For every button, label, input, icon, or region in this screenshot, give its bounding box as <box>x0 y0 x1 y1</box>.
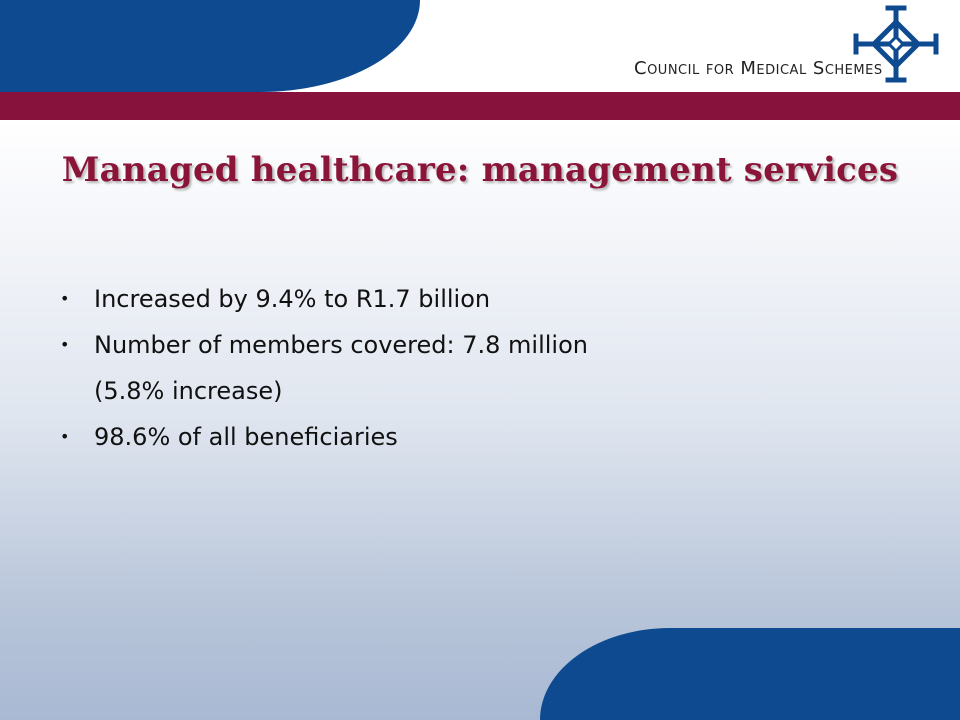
bullet-continuation <box>60 374 880 420</box>
bullet-text: Increased by 9.4% to R1.7 billion <box>94 285 491 313</box>
bullet-marker: • <box>60 335 70 354</box>
slide-title: Managed healthcare: management services <box>61 150 899 190</box>
bullet-item <box>60 420 880 466</box>
bullet-text: (5.8% increase) <box>94 377 283 405</box>
header-blue-shape <box>0 0 420 92</box>
bullet-item <box>60 328 880 374</box>
cross-knot-logo-icon <box>848 4 944 84</box>
bullet-text: Number of members covered: 7.8 million <box>94 331 588 359</box>
bullet-marker: • <box>60 427 70 446</box>
footer-blue-shape <box>540 628 960 720</box>
bullet-text: 98.6% of all beneficiaries <box>94 423 398 451</box>
organization-name: Council for Medical Schemes <box>634 58 883 79</box>
bullet-item <box>60 282 880 328</box>
bullet-list <box>60 282 880 466</box>
header-maroon-band <box>0 92 960 120</box>
bullet-marker: • <box>60 289 70 308</box>
